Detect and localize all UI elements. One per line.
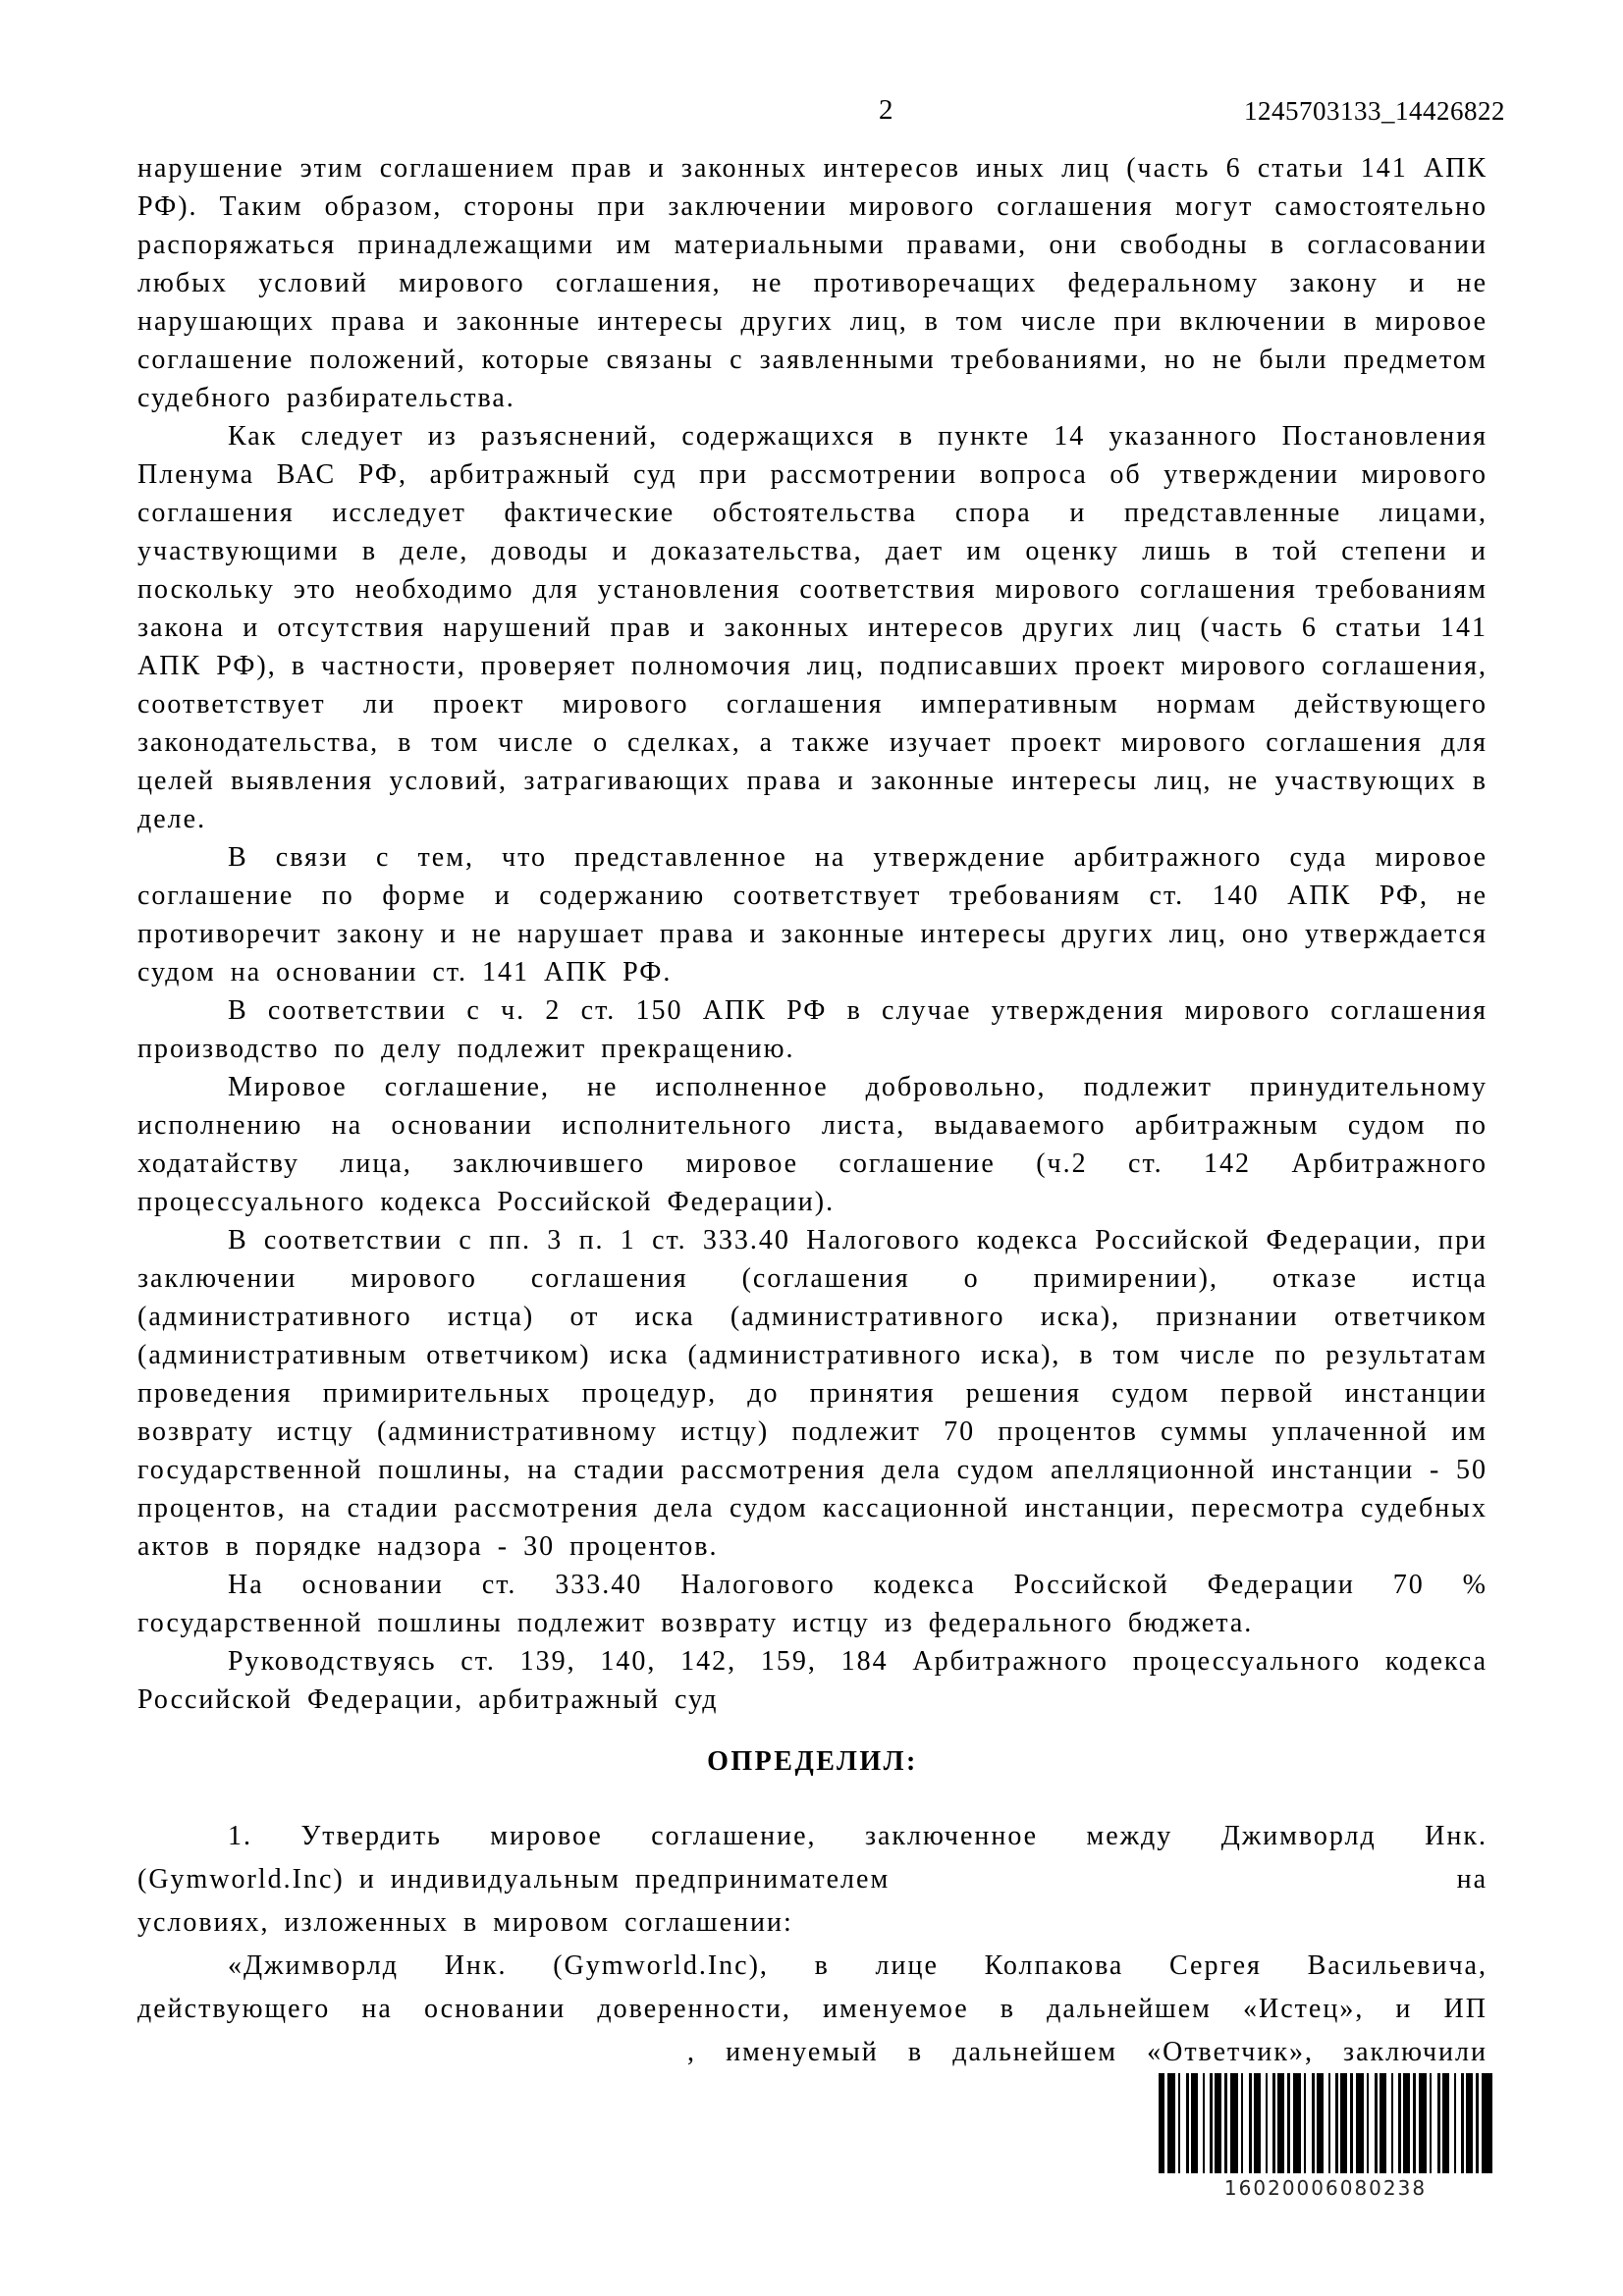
paragraph: Руководствуясь ст. 139, 140, 142, 159, 184 Арбитражного процессуального кодекса Российской Федерации, арбитражный суд (137, 1646, 1488, 1715)
paragraph: Мировое соглашение, не исполненное добровольно, подлежит принудительному исполнению на основании исполнительного листа, выдаваемого арбитражным судом по ходатайству лица, заключившего мировое соглашение (ч.2 ст. 142 Арбитражного процессуального кодекса Российской Федерации). (137, 1072, 1488, 1217)
barcode-bars (1159, 2073, 1492, 2173)
ruling-heading: ОПРЕДЕЛИЛ: (707, 1746, 918, 1777)
agreement-parties (137, 1945, 1488, 2074)
paragraph: На основании ст. 333.40 Налогового кодекса Российской Федерации 70 % государственной пошлины подлежит возврату истцу из федерального бюджета. (137, 1570, 1488, 1638)
agreement-line-2: действующего на основании доверенности, именуемое в дальнейшем «Истец», и ИП (137, 1994, 1488, 2024)
ruling-item-1 (137, 1815, 1488, 1945)
paragraph: нарушение этим соглашением прав и законных интересов иных лиц (часть 6 статьи 141 АПК РФ). Таким образом, стороны при заключении мирового соглашения могут самостоятельно распоряжаться принадлежащими им материальными правами, они свободны в согласовании любых условий мирового соглашения, не противоречащих федеральному закону и не нарушающих права и законные интересы других лиц, в том числе при включении в мировое соглашение положений, которые связаны с заявленными требованиями, но не были предметом судебного разбирательства. (137, 153, 1488, 413)
agreement-line-1: «Джимворлд Инк. (Gymworld.Inc), в лице Колпакова Сергея Васильевича, (228, 1950, 1488, 1981)
ruling-item-1-line-2-left: (Gymworld.Inc) и индивидуальным предпринимателем (137, 1864, 891, 1895)
ruling-item-1-line-2 (137, 1858, 1488, 1901)
paragraph: В связи с тем, что представленное на утверждение арбитражного суда мировое соглашение по форме и содержанию соответствует требованиям ст. 140 АПК РФ, не противоречит закону и не нарушает права и законные интересы других лиц, оно утверждается судом на основании ст. 141 АПК РФ. (137, 842, 1488, 988)
document-body (137, 149, 1488, 2074)
ruling-item-1-line-2-right: на (1456, 1864, 1488, 1895)
paragraph: Как следует из разъяснений, содержащихся в пункте 14 указанного Постановления Пленума ВАС РФ, арбитражный суд при рассмотрении вопроса об утверждении мирового соглашения исследует фактические обстоятельства спора и представленные лицами, участвующими в деле, доводы и доказательства, дает им оценку лишь в той степени и поскольку это необходимо для установления соответствия мирового соглашения требованиям закона и отсутствия нарушений прав и законных интересов других лиц (часть 6 статьи 141 АПК РФ), в частности, проверяет полномочия лиц, подписавших проект мирового соглашения, соответствует ли проект мирового соглашения императивным нормам действующего законодательства, в том числе о сделках, а также изучает проект мирового соглашения для целей выявления условий, затрагивающих права и законные интересы лиц, не участвующих в деле. (137, 421, 1488, 834)
barcode-number: 16020006080238 (1223, 2176, 1428, 2200)
agreement-line-3: , именуемый в дальнейшем «Ответчик», заключили (687, 2037, 1488, 2067)
paragraph: В соответствии с ч. 2 ст. 150 АПК РФ в случае утверждения мирового соглашения производство по делу подлежит прекращению. (137, 995, 1488, 1064)
paragraph: В соответствии с пп. 3 п. 1 ст. 333.40 Налогового кодекса Российской Федерации, при заключении мирового соглашения (соглашения о примирении), отказе истца (административного истца) от иска (административного иска), признании ответчиком (административным ответчиком) иска (административного иска), в том числе по результатам проведения примирительных процедур, до принятия решения судом первой инстанции возврату истцу (административному истцу) подлежит 70 процентов суммы уплаченной им государственной пошлины, на стадии рассмотрения дела судом апелляционной инстанции - 50 процентов, на стадии рассмотрения дела судом кассационной инстанции, пересмотра судебных актов в порядке надзора - 30 процентов. (137, 1225, 1488, 1562)
ruling-section (137, 1740, 1488, 2074)
page-number: 2 (879, 94, 893, 126)
barcode (1159, 2073, 1492, 2200)
ruling-item-1-line-1: 1. Утвердить мировое соглашение, заключенное между Джимворлд Инк. (228, 1821, 1488, 1851)
document-id: 1245703133_14426822 (1244, 96, 1505, 126)
ruling-item-1-line-3: условиях, изложенных в мировом соглашении: (137, 1907, 793, 1938)
